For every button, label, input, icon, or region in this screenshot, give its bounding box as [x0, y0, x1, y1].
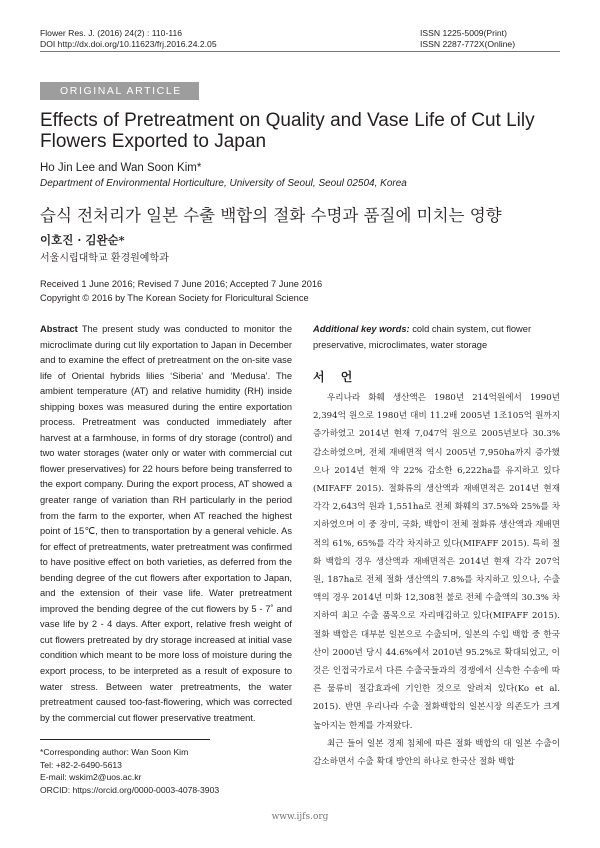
journal-website[interactable]: www.ijfs.org [271, 812, 329, 822]
header-divider [40, 51, 560, 52]
section-heading-introduction: 서 언 [313, 370, 359, 384]
author-orcid[interactable]: ORCID: https://orcid.org/0000-0003-4078-3903 [40, 784, 220, 795]
author-email[interactable]: E-mail: wskim2@uos.ac.kr [40, 772, 142, 782]
keywords-label: Additional key words: [313, 324, 410, 334]
keywords [313, 322, 561, 353]
affiliation: Department of Environmental Horticulture, University of Seoul, Seoul 02504, Korea [40, 178, 407, 189]
abstract-label: Abstract [40, 324, 78, 334]
paper-title: Effects of Pretreatment on Quality and Vase Life of Cut Lily Flowers Exported to Japan [40, 110, 535, 152]
corresponding-author: *Corresponding author: Wan Soon Kim [40, 747, 189, 757]
footnote-divider [40, 739, 210, 740]
intro-paragraph-2: 최근 들어 일본 경제 침체에 따른 절화 백합의 대 일본 수출이 감소하면서 수출 확대 방안의 하나로 한국산 절화 백합 [313, 738, 560, 768]
authors: Ho Jin Lee and Wan Soon Kim* [40, 162, 202, 174]
corresponding-footnote [40, 746, 219, 796]
received-dates: Received 1 June 2016; Revised 7 June 2016; Accepted 7 June 2016 [40, 279, 323, 289]
article-type-badge: ORIGINAL ARTICLE [40, 82, 199, 100]
issn-online: ISSN 2287-772X(Online) [420, 39, 516, 49]
article-history [40, 277, 322, 305]
korean-title: 습식 전처리가 일본 수출 백합의 절화 수명과 품질에 미치는 영향 [40, 206, 502, 225]
abstract-text: The present study was conducted to monitor the microclimate during cut lily exportation to Japan in December and to examine the effect of pretreatment on the on-site vase life of Oriental hybrids lilies ‘Siberia’ and ‘Medusa’. The ambient temperature (AT) and relative humidity (RH) inside shipping boxes was measured during the entire exportation process. Pretreatment was conducted immediately after harvest at a farmhouse, in forms of dry storage (control) and two water storages (water only or water with commercial cut flower preservatives) for 22 hours before being transferred to the export company. During the export process, AT showed a greater range of variation than RH particularly in the period from the farm to the exporter, when AT reached the highest point of 15℃, then to transportation by a general vehicle. As for effect of pretreatments, water pretreatment was confirmed to have positive effect on both varieties, as deferred from the bending degree of the cut flowers after exportation to Japan, and the extension of their vase life. Water pretreatment improved the bending degree of the cut flowers by 5 - 7˚ and vase life by 2 - 4 days. After export, relative fresh weight of cut flowers pretreated by dry storage increased at initial vase condition which meant to be more loss of moisture during the export process, to be interpreted as a result of exposure to water stress. Between water pretreatments, the water pretreatment caused too-fast-flowering, which was corrected by the commercial cut flower preservative treatment. [40, 324, 292, 723]
keywords-text: cold chain system, cut flower preservative, microclimates, water storage [313, 324, 532, 350]
abstract [40, 322, 292, 726]
intro-paragraph-1: 우리나라 화훼 생산액은 1980년 214억원에서 1990년 2,394억 원으로 1980년 대비 11.2배 2005년 1조105억 원까지 증가하였고 2014년 현재 7,047억 원으로 2005년보다 30.3% 감소하였으며, 전체 재배면적 역시 2005년 7,950ha까지 증가했으나 2014년 현재 약 22% 감소한 6,222ha를 유지하고 있다(MIFAFF 2015). 절화류의 생산액과 재배면적은 2014년 현재 각각 2,643억 원과 1,551ha로 전체 화훼의 37.5%와 25%를 차지하였으며 이 중 장미, 국화, 백합이 전체 절화류 생산액과 재배면적의 61%, 65%를 각각 차지하고 있다(MIFAFF 2015). 특히 절화 백합의 경우 생산액과 재배면적은 2014년 현재 각각 207억 원, 187ha로 전체 절화 생산액의 7.8%를 차지하고 있으나, 수출액의 경우 2014년 미화 12,308천 불로 전체 수출액의 30.3% 차지하여 최고 수출 품목으로 자리매김하고 있다(MIFAFF 2015). 절화 백합은 대부분 일본으로 수출되며, 일본의 수입 백합 중 한국산이 2000년 당시 44.6%에서 2010년 95.2%로 확대되었고, 이것은 인접국가로서 다른 수출국들과의 경쟁에서 신속한 수송에 따른 물류비 절감효과에 기인한 것으로 알려져 있다(Ko et al. 2015). 반면 우리나라 수출 절화백합의 일본시장 의존도가 크게 높아지는 한계를 가져왔다. [313, 393, 560, 731]
korean-authors: 이호진 · 김완순* [40, 233, 125, 247]
copyright-notice: Copyright © 2016 by The Korean Society for Floricultural Science [40, 293, 309, 303]
journal-citation: Flower Res. J. (2016) 24(2) : 110-116 [40, 28, 183, 38]
doi-link[interactable]: DOI http://dx.doi.org/10.11623/frj.2016.24.2.05 [40, 39, 217, 49]
korean-affiliation: 서울시립대학교 환경원예학과 [40, 253, 169, 264]
author-tel: Tel: +82-2-6490-5613 [40, 759, 122, 770]
issn-print: ISSN 1225-5009(Print) [420, 28, 507, 38]
introduction-body [313, 389, 560, 771]
